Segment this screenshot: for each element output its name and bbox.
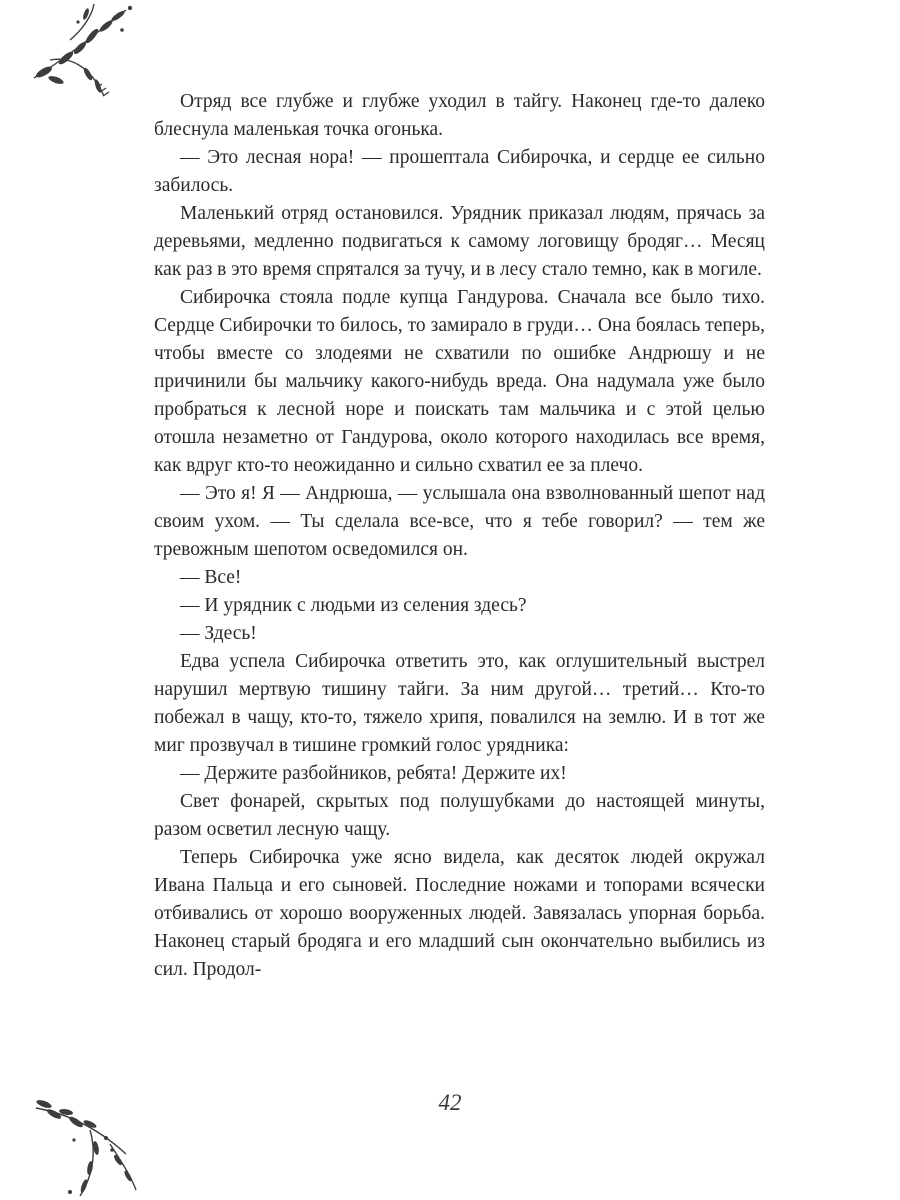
paragraph: Сибирочка стояла подле купца Гандурова. Сначала все было тихо. Сердце Сибирочки то билось, то замирало в груди… Она боялась теперь, чтобы вместе со злодеями не схватили по ошибке Андрюшу и не причинили бы мальчику какого-нибудь вреда. Она надумала уже было пробраться к лесной норе и поискать там мальчика и с этой целью отошла незаметно от Гандурова, около которого находилась все время, как вдруг кто-то неожиданно и сильно схватил ее за плечо. xyxy=(154,287,765,476)
page-number: 42 xyxy=(438,1090,462,1115)
paragraph: Свет фонарей, скрытых под полушубками до настоящей минуты, разом осветил лесную чащу. xyxy=(154,791,765,840)
paragraph: — Это я! Я — Андрюша, — услышала она взволнованный шепот над своим ухом. — Ты сделала все-все, что я тебе говорил? — тем же тревожным шепотом осведомился он. xyxy=(154,483,765,560)
paragraph: Отряд все глубже и глубже уходил в тайгу. Наконец где-то далеко блеснула маленькая точка огонька. xyxy=(154,91,765,140)
paragraph: Маленький отряд остановился. Урядник приказал людям, прячась за деревьями, медленно подвигаться к самому логовищу бродяг… Месяц как раз в это время спрятался за тучу, и в лесу стало темно, как в могиле. xyxy=(154,203,765,280)
body-text xyxy=(154,88,765,984)
paragraph: — Держите разбойников, ребята! Держите их! xyxy=(180,763,567,784)
paragraph: — Это лесная нора! — прошептала Сибирочка, и сердце ее сильно забилось. xyxy=(154,147,765,196)
leaf-sprig-ornament-top xyxy=(30,0,140,108)
paragraph: — И урядник с людьми из селения здесь? xyxy=(180,595,527,616)
paragraph: Едва успела Сибирочка ответить это, как оглушительный выстрел нарушил мертвую тишину тайги. За ним другой… третий… Кто-то побежал в чащу, кто-то, тяжело хрипя, повалился на землю. И в тот же миг прозвучал в тишине громкий голос урядника: xyxy=(154,651,765,756)
paragraph: Теперь Сибирочка уже ясно видела, как десяток людей окружал Ивана Пальца и его сыновей. Последние ножами и топорами всячески отбивались от хорошо вооруженных людей. Завязалась упорная борьба. Наконец старый бродяга и его младший сын окончательно выбились из сил. Продол- xyxy=(154,847,765,980)
leaf-sprig-ornament-bottom xyxy=(30,1090,140,1200)
paragraph: — Все! xyxy=(180,567,242,588)
paragraph: — Здесь! xyxy=(180,623,257,644)
